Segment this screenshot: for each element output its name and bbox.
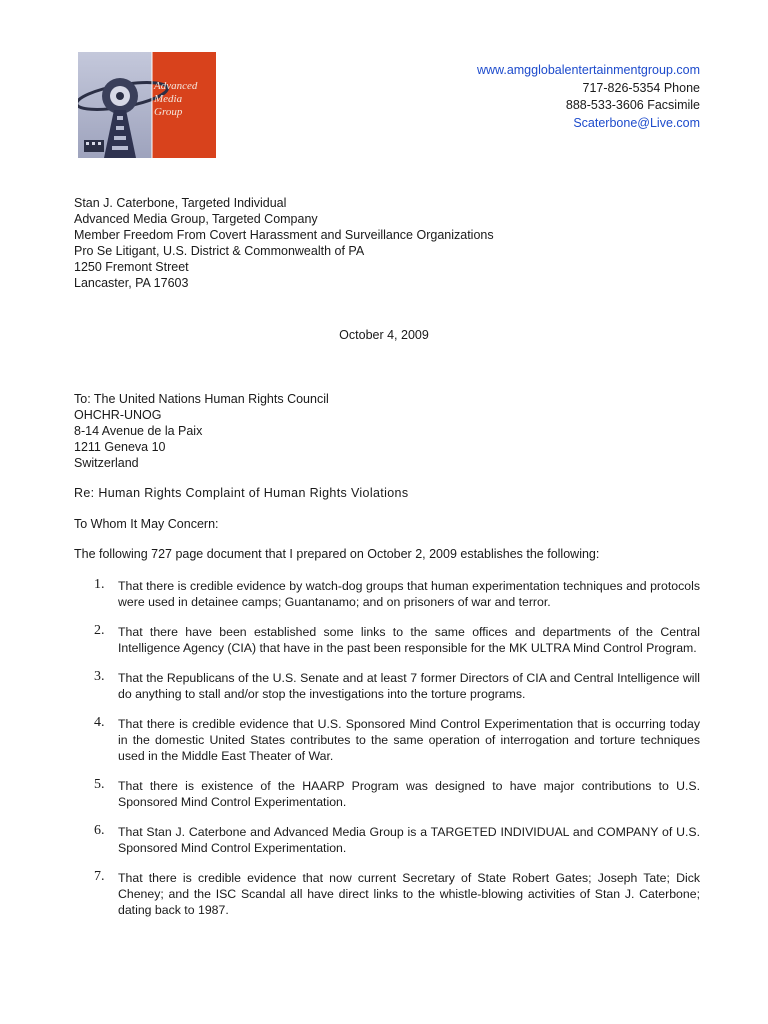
list-item (94, 670, 700, 702)
salutation: To Whom It May Concern: (74, 517, 219, 531)
recipient-line: To: The United Nations Human Rights Council (74, 392, 329, 406)
list-item-number: 3. (94, 669, 105, 684)
numbered-list (94, 578, 700, 932)
list-item-text: That there is credible evidence that now current Secretary of State Robert Gates; Joseph Tate; Dick Cheney; and the ISC Scandal all have direct links to the whistle-blowing activities of Stan J. Caterbone; dating back to 1987. (118, 871, 700, 917)
sender-line: Lancaster, PA 17603 (74, 276, 189, 290)
logo-wordmark (154, 80, 214, 119)
recipient-line: Switzerland (74, 456, 139, 470)
list-item (94, 870, 700, 918)
list-item (94, 824, 700, 856)
recipient-line: OHCHR-UNOG (74, 408, 162, 422)
list-item-number: 7. (94, 869, 105, 884)
logo-line-2: Media (154, 93, 183, 105)
list-item-number: 6. (94, 823, 105, 838)
sender-line: Advanced Media Group, Targeted Company (74, 212, 318, 226)
sender-line: Stan J. Caterbone, Targeted Individual (74, 196, 287, 210)
list-item (94, 624, 700, 656)
recipient-address (74, 391, 329, 471)
list-item (94, 778, 700, 810)
contact-block (477, 62, 700, 132)
email-link[interactable]: Scaterbone@Live.com (573, 115, 700, 130)
list-item-text: That there is credible evidence by watch-dog groups that human experimentation techniques and protocols were used in detainee camps; Guantanamo; and on prisoners of war and terror. (118, 579, 700, 609)
list-item-number: 5. (94, 777, 105, 792)
list-item-text: That the Republicans of the U.S. Senate and at least 7 former Directors of CIA and Central Intelligence will do anything to stall and/or stop the investigations into the torture programs. (118, 671, 700, 701)
fax-number: 888-533-3606 Facsimile (565, 98, 700, 112)
sender-line: Pro Se Litigant, U.S. District & Commonwealth of PA (74, 244, 365, 258)
list-item (94, 716, 700, 764)
logo-line-3: Group (154, 106, 183, 118)
list-item-number: 2. (94, 623, 105, 638)
phone-number: 717-826-5354 Phone (582, 80, 700, 95)
recipient-line: 1211 Geneva 10 (74, 440, 166, 454)
list-item-number: 4. (94, 715, 105, 730)
sender-address (74, 195, 494, 291)
list-item-number: 1. (94, 577, 105, 592)
subject-line: Re: Human Rights Complaint of Human Rights Violations (74, 486, 409, 500)
list-item-text: That there have been established some links to the same offices and departments of the Central Intelligence Agency (CIA) that have in the past been responsible for the MK ULTRA Mind Control Program. (118, 625, 700, 655)
intro-paragraph: The following 727 page document that I prepared on October 2, 2009 establishes the following: (74, 547, 600, 561)
recipient-line: 8-14 Avenue de la Paix (74, 424, 203, 438)
letter-date: October 4, 2009 (339, 328, 429, 342)
list-item-text: That Stan J. Caterbone and Advanced Media Group is a TARGETED INDIVIDUAL and COMPANY of U.S. Sponsored Mind Control Experimentation. (118, 825, 700, 855)
sender-line: 1250 Fremont Street (74, 260, 189, 274)
website-link[interactable]: www.amgglobalentertainmentgroup.com (476, 63, 700, 77)
list-item (94, 578, 700, 610)
list-item-text: That there is credible evidence that U.S. Sponsored Mind Control Experimentation that is occurring today in the domestic United States contributes to the same operation of interrogation and torture techniques used in the Middle East Theater of War. (118, 717, 700, 763)
list-item-text: That there is existence of the HAARP Program was designed to have major contributions to U.S. Sponsored Mind Control Experimentation. (118, 779, 700, 809)
sender-line: Member Freedom From Covert Harassment and Surveillance Organizations (74, 228, 494, 242)
logo-line-1: Advanced (154, 80, 198, 92)
company-logo (78, 52, 216, 158)
